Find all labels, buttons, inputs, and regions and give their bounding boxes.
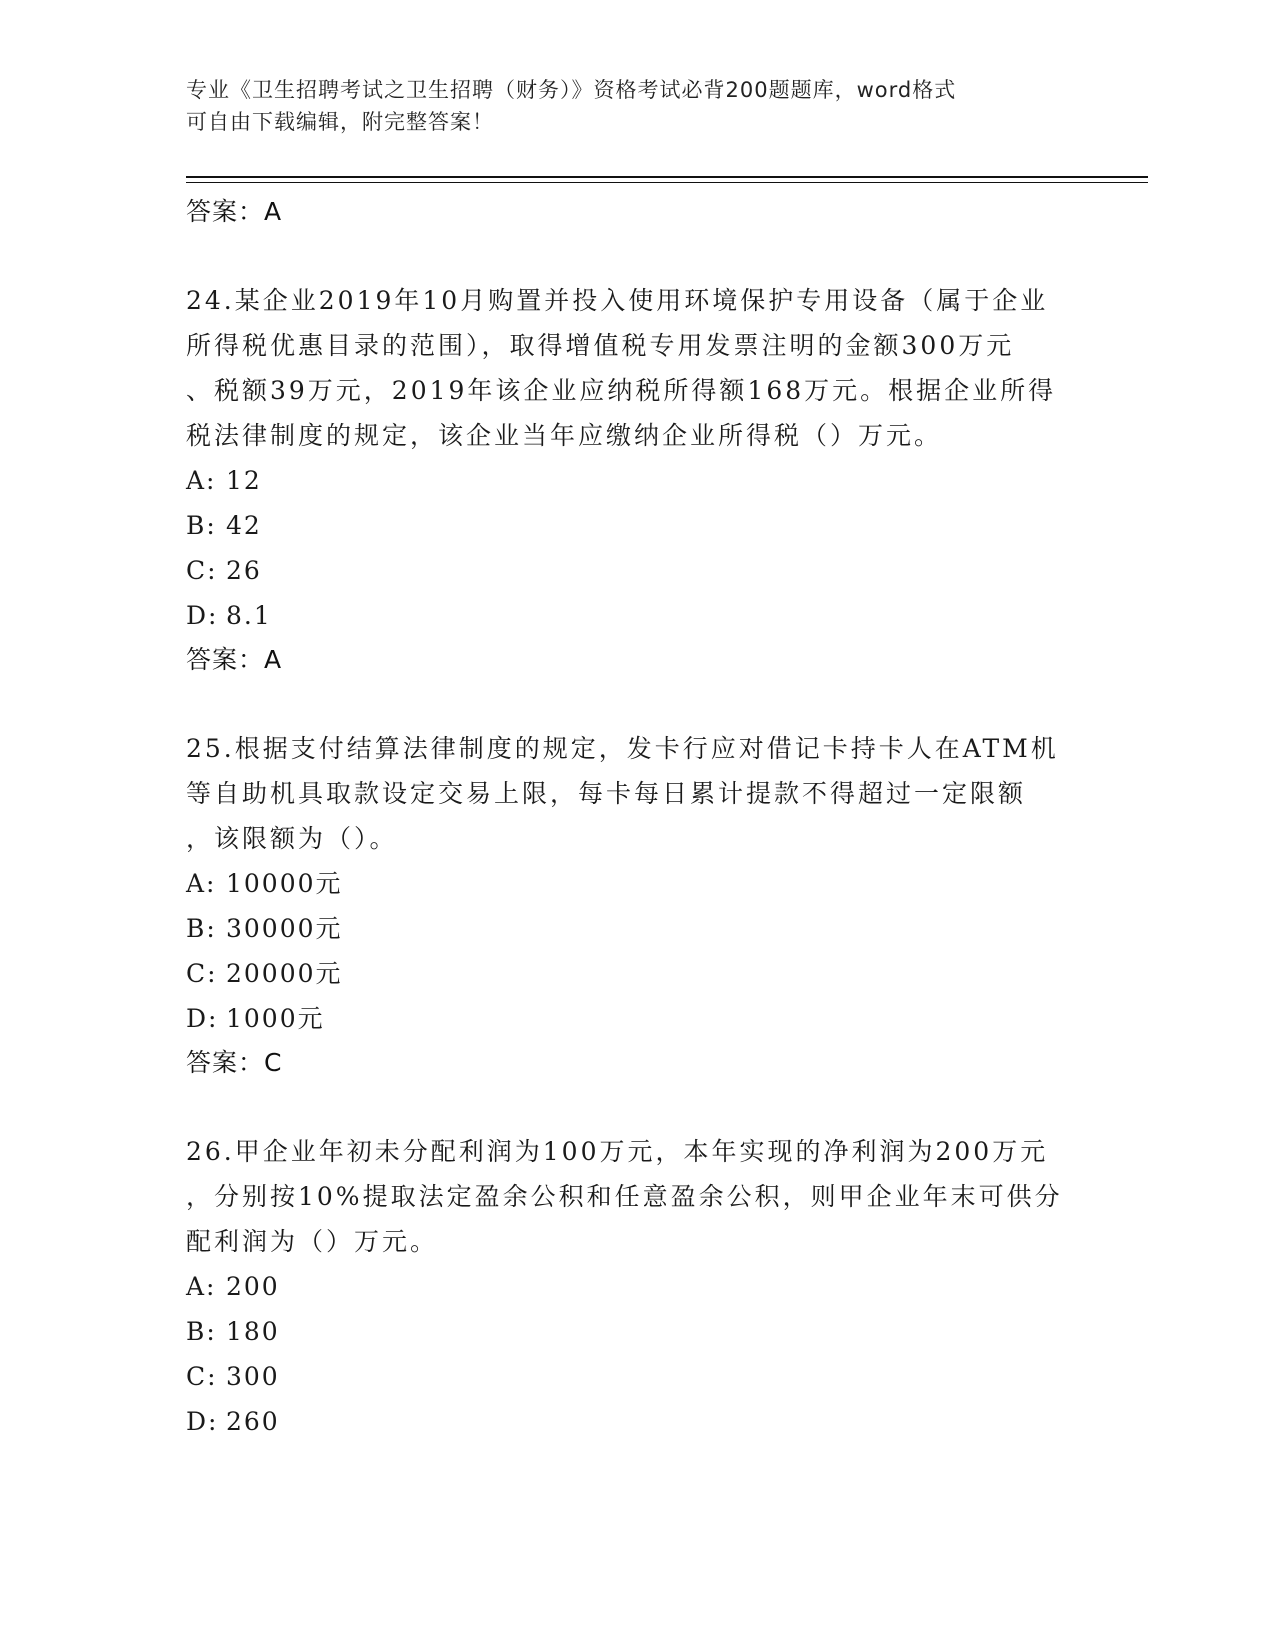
option-text: 10000元 <box>226 869 343 898</box>
question-block <box>186 726 1086 1085</box>
option-text: 1000元 <box>226 1004 325 1033</box>
question-stem <box>186 278 1086 458</box>
question-stem-line: 、税额39万元，2019年该企业应纳税所得额168万元。根据企业所得 <box>186 376 1057 405</box>
option-c <box>186 1354 1086 1399</box>
answer-label: 答案：C <box>186 1048 283 1077</box>
option-letter: B: <box>186 1317 217 1346</box>
option-a <box>186 458 1086 503</box>
question-stem-line: 配利润为（）万元。 <box>186 1227 439 1256</box>
question-stem-line: 所得税优惠目录的范围），取得增值税专用发票注明的金额300万元 <box>186 331 1015 360</box>
question-block <box>186 278 1086 682</box>
option-text: 26 <box>226 556 262 585</box>
option-b <box>186 1309 1086 1354</box>
option-letter: B: <box>186 914 217 943</box>
option-letter: D: <box>186 1004 219 1033</box>
question-stem-line: 24.某企业2019年10月购置并投入使用环境保护专用设备（属于企业 <box>186 286 1049 315</box>
question-stem-line: ，该限额为（）。 <box>186 824 398 853</box>
option-a <box>186 861 1086 906</box>
option-c <box>186 951 1086 996</box>
header-divider <box>186 176 1148 183</box>
option-d <box>186 996 1086 1041</box>
option-a <box>186 1264 1086 1309</box>
question-stem-line: 26.甲企业年初未分配利润为100万元，本年实现的净利润为200万元 <box>186 1137 1049 1166</box>
header-line-2: 可自由下载编辑，附完整答案！ <box>186 110 494 134</box>
option-letter: A: <box>186 466 217 495</box>
question-stem-line: 等自助机具取款设定交易上限，每卡每日累计提款不得超过一定限额 <box>186 779 1027 808</box>
option-text: 8.1 <box>226 601 272 630</box>
option-text: 20000元 <box>226 959 343 988</box>
option-letter: C: <box>186 959 218 988</box>
answer-label: 答案：A <box>186 645 283 674</box>
question-stem <box>186 1129 1086 1264</box>
question-stem-line: ，分别按10%提取法定盈余公积和任意盈余公积，则甲企业年末可供分 <box>186 1182 1063 1211</box>
option-b <box>186 503 1086 548</box>
option-text: 42 <box>226 511 262 540</box>
option-text: 300 <box>226 1362 280 1391</box>
option-letter: D: <box>186 601 219 630</box>
option-d <box>186 1399 1086 1444</box>
option-text: 260 <box>226 1407 280 1436</box>
question-stem-line: 税法律制度的规定，该企业当年应缴纳企业所得税（）万元。 <box>186 421 943 450</box>
option-letter: C: <box>186 1362 218 1391</box>
option-b <box>186 906 1086 951</box>
option-text: 12 <box>226 466 262 495</box>
option-letter: A: <box>186 869 217 898</box>
page-header <box>186 74 1066 138</box>
question-block <box>186 1129 1086 1444</box>
option-c <box>186 548 1086 593</box>
option-text: 200 <box>226 1272 280 1301</box>
header-line-1: 专业《卫生招聘考试之卫生招聘（财务）》资格考试必背200题题库，word格式 <box>186 78 957 102</box>
option-text: 30000元 <box>226 914 343 943</box>
option-letter: A: <box>186 1272 217 1301</box>
answer-label: 答案：A <box>186 197 283 226</box>
option-letter: D: <box>186 1407 219 1436</box>
option-letter: C: <box>186 556 218 585</box>
option-text: 180 <box>226 1317 280 1346</box>
option-letter: B: <box>186 511 217 540</box>
question-list <box>186 190 1086 1444</box>
question-stem-line: 25.根据支付结算法律制度的规定，发卡行应对借记卡持卡人在ATM机 <box>186 734 1059 763</box>
question-stem <box>186 726 1086 861</box>
option-d <box>186 593 1086 638</box>
